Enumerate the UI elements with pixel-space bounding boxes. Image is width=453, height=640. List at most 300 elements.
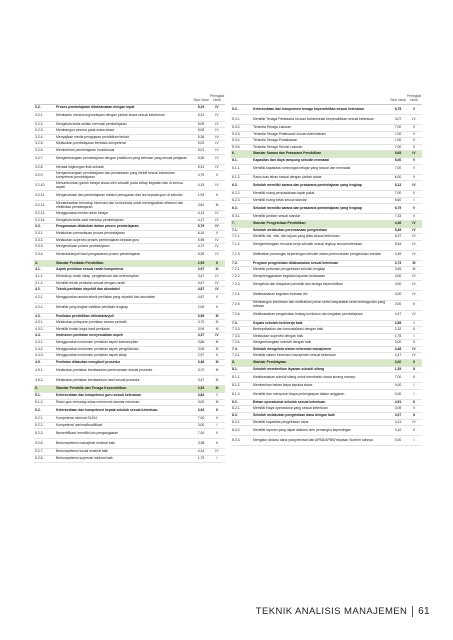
cell-desc: Memiliki teknik penilaian sesuai dengan ranah [56, 280, 126, 285]
cell-code: 8.1.1. [232, 374, 241, 379]
cell-desc: Standar Sarana dan Prasarana Pendidikan [253, 151, 322, 156]
cell-rank: IV [215, 121, 219, 126]
cell-score: 2,99 [197, 260, 205, 265]
cell-rank: III [215, 368, 219, 373]
table-row [231, 281, 422, 291]
cell-score: 3,99 [197, 313, 205, 318]
cell-desc: Rasio luas lahan sesuai dengan jumlah siswa [253, 174, 322, 179]
cell-code: 3.2.10. [35, 182, 46, 187]
cell-score: 0,00 [394, 437, 402, 442]
cell-rank: V [215, 230, 219, 235]
table-row [231, 301, 422, 311]
table-row [231, 340, 422, 347]
cell-code: 7.2.5. [232, 302, 241, 307]
cell-rank: II [413, 327, 415, 332]
footer-divider [412, 606, 413, 617]
cell-desc: Pengawasan dilakukan dalam proses pembelajaran [56, 224, 139, 229]
cell-desc: Sekolah melakukan perencanaan pengelolaan [253, 227, 328, 232]
cell-code: 8.1. [232, 366, 238, 371]
table-row [34, 224, 225, 231]
table-row [231, 158, 422, 165]
cell-rank: IV [215, 182, 219, 187]
cell-code: 3.3.2. [35, 237, 44, 242]
cell-code: 5. [35, 386, 38, 391]
cell-score: 1,93 [197, 192, 205, 197]
cell-code: 8.2.1. [232, 406, 241, 411]
cell-code: 8.1.2. [232, 383, 241, 388]
cell-code: 4.1.1. [35, 273, 44, 278]
cell-score: 7,00 [394, 144, 402, 149]
cell-rank: V [215, 431, 219, 436]
cell-rank: I [413, 437, 415, 442]
cell-score: 7,00 [394, 166, 402, 171]
cell-desc: Memiliki kapasitas rombongan belajar yang sesuai dan memadai [253, 166, 351, 171]
cell-rank: I [413, 333, 415, 338]
cell-rank: I [413, 383, 415, 388]
table-row [34, 128, 225, 135]
cell-desc: Memiliki ruang perpustakaan layak pakai [253, 191, 315, 196]
cell-desc: Melakukan pelaporan penilaian secara periodik [56, 320, 127, 325]
table-row [231, 145, 422, 152]
cell-desc: Memiliki dan menyusun biaya perlengkapan dalam anggaran [253, 391, 345, 396]
cell-score: 3,70 [197, 320, 205, 325]
cell-code: 6. [232, 151, 235, 156]
table-row [231, 327, 422, 334]
cell-desc: Menggunakan instrumen penilaian aspek sikap [56, 353, 127, 358]
cell-desc: Sekolah mengelola sistem informasi manajemen [253, 346, 332, 351]
table-row [34, 148, 225, 155]
cell-rank: V [412, 214, 416, 219]
cell-score: 2,97 [197, 353, 205, 358]
cell-desc: Mengembangkan rencana kerja sekolah sesuai lingkup sesuai ketentuan [253, 242, 363, 247]
cell-desc: Rasio guru terhadap kelas memenuhi standar minimum [56, 399, 140, 404]
table-row [34, 376, 225, 386]
cell-desc: Melaksanakan subsidi silang untuk membantu siswa kurang mampu [253, 374, 356, 379]
cell-rank: IV [412, 151, 416, 156]
cell-rank: IV [215, 141, 219, 146]
cell-desc: Mencakup ranah sikap, pengetahuan dan keterampilan [56, 273, 139, 278]
cell-code: 7.1. [232, 227, 238, 232]
cell-desc: Melaksanakan kegiatan evaluasi diri [253, 292, 308, 297]
cell-code: 5.3.4. [232, 138, 241, 143]
cell-code: 6.2.2. [232, 191, 241, 196]
cell-code: 4.4.3. [35, 353, 44, 358]
cell-score: 3,46 [197, 359, 205, 364]
cell-score: 3,70 [197, 368, 205, 373]
cell-desc: Memiliki sistem informasi manajemen sesuai ketentuan [253, 353, 336, 358]
table-row [34, 218, 225, 225]
cell-desc: Beban operasional sekolah sesuai ketentuan [253, 399, 326, 404]
cell-rank: III [215, 378, 219, 383]
evaluation-table [34, 88, 422, 463]
cell-desc: Memiliki yang tingkat validitas penilaian lengkap [56, 305, 128, 310]
cell-code: 7.2.3. [232, 282, 241, 287]
table-row [231, 311, 422, 321]
cell-code: 3.2.9. [35, 172, 44, 177]
cell-rank: I [216, 422, 218, 427]
table-row [34, 191, 225, 201]
table-row [34, 416, 225, 423]
cell-rank: IV [215, 113, 219, 118]
cell-desc: Berkompetensi supervisi minimal baik [56, 456, 113, 460]
cell-score: 7,33 [394, 214, 402, 219]
cell-rank: I [413, 197, 415, 202]
cell-code: 4.4. [35, 333, 41, 338]
cell-code: 6.1. [232, 157, 238, 162]
cell-rank: III [215, 359, 219, 364]
cell-desc: Memberikan pembelajaran kontekstual [56, 147, 115, 152]
cell-score: 4,15 [197, 182, 205, 187]
cell-code: 5.2.3. [35, 431, 44, 436]
cell-code: 4.1.2. [35, 280, 44, 285]
cell-score: 3,10 [394, 427, 402, 432]
cell-desc: Memiliki ruang kelas sesuai standar [253, 197, 307, 202]
cell-code: 3.2.4. [35, 134, 44, 139]
cell-rank: III [215, 386, 219, 391]
cell-rank: IV [215, 156, 219, 161]
cell-score: 5,01 [197, 147, 205, 152]
cell-rank: V [412, 106, 416, 111]
cell-code: 8.2. [232, 399, 238, 404]
cell-rank: III [215, 267, 219, 272]
table-row [231, 181, 422, 191]
cell-code: 4.5. [35, 359, 41, 364]
cell-rank: V [412, 144, 416, 149]
cell-rank: IV [412, 242, 416, 247]
cell-rank: IV [412, 353, 416, 358]
cell-score: 5,98 [197, 237, 205, 242]
cell-score: 4,87 [197, 287, 205, 292]
cell-rank: V [412, 191, 416, 196]
table-row [231, 383, 422, 390]
cell-desc: Kepala sekolah berkinerja baik [253, 320, 303, 325]
cell-desc: Menyajikan media pengajaran pendidikan terkait [56, 134, 129, 139]
footer-title: TEKNIK ANALISIS MANAJEMEN [255, 606, 408, 617]
cell-desc: Mengembangkan sekolah dengan baik [253, 340, 312, 345]
cell-score: 2,00 [394, 302, 402, 307]
cell-rank: IV [215, 273, 219, 278]
table-row [231, 105, 422, 115]
table-row [34, 320, 225, 327]
cell-score: 6,79 [394, 206, 402, 211]
cell-code: 4.2. [35, 287, 41, 292]
table-row [34, 155, 225, 165]
table-row [231, 367, 422, 374]
cell-score: 4,00 [394, 292, 402, 297]
cell-code: 4.1. [35, 267, 41, 272]
cell-desc: Sekolah melakukan pengelolaan dana dengan baik [253, 413, 335, 418]
cell-rank: IV [412, 234, 416, 239]
cell-code: 7.2.2. [232, 273, 241, 278]
cell-score: 7,00 [394, 125, 402, 129]
table-row [231, 390, 422, 400]
cell-desc: Ketersediaan dan kompetensi guru sesuai ketentuan [56, 393, 141, 398]
cell-score: 1,35 [394, 366, 402, 371]
table-row [34, 314, 225, 321]
cell-desc: Bersertifikasi/ memiliki izin pengangkatan [56, 431, 118, 436]
table-row [231, 191, 422, 198]
cell-rank: V [412, 131, 416, 136]
cell-desc: Mengelola dan disiapkan pendidik dan tenaga kependidikan [253, 282, 343, 287]
table-row [34, 429, 225, 439]
cell-rank: II [413, 340, 415, 345]
cell-code: 4.3.1. [35, 320, 44, 325]
cell-rank: V [412, 406, 416, 411]
cell-score: 6,16 [197, 230, 205, 235]
cell-score: 0,00 [394, 383, 402, 388]
cell-code: 3.2.11. [35, 192, 46, 197]
cell-rank: IV [215, 287, 219, 292]
cell-desc: Penilaian dilakukan mengikuti prosedur [56, 359, 121, 364]
cell-score: 5,39 [197, 252, 205, 257]
cell-score: 5,31 [197, 164, 205, 169]
table-row [34, 294, 225, 304]
table-row [34, 281, 225, 288]
cell-code: 4. [35, 260, 38, 265]
cell-code: 7.3.3. [232, 327, 241, 332]
cell-desc: Mengelola kelas saat menutup pembelajaran [56, 217, 124, 222]
table-row [34, 112, 225, 122]
cell-score: 3,84 [197, 393, 205, 398]
page-footer [250, 606, 430, 617]
cell-desc: Menggunakan instrumen penilaian aspek pengetahuan [56, 346, 139, 351]
cell-score: 3,73 [394, 260, 402, 265]
cell-desc: Membangun pesona pada masa siswa [56, 128, 115, 133]
cell-rank: III [215, 326, 219, 331]
cell-code: 4.2.1. [35, 295, 44, 300]
cell-code: 3.2.12. [35, 202, 46, 207]
cell-desc: Standar Pengelolaan Pendidikan [253, 220, 306, 225]
table-row [34, 333, 225, 340]
table-row [34, 267, 225, 274]
cell-rank: III [412, 267, 416, 272]
table-row [231, 261, 422, 268]
table-row [34, 423, 225, 430]
table-row [231, 234, 422, 241]
cell-score: 5,36 [197, 134, 205, 139]
cell-score: 5,60 [394, 197, 402, 202]
cell-code: 7.2. [232, 260, 238, 265]
cell-desc: Mengevaluasi proses pembelajaran [56, 244, 110, 249]
cell-score: 4,00 [394, 273, 402, 278]
cell-code: 6.1.1. [232, 166, 241, 171]
cell-rank: II [216, 353, 218, 358]
cell-desc: Memiliki biaya operasional yang sesuai ketentuan [253, 406, 328, 411]
cell-rank: IV [412, 282, 416, 287]
cell-desc: Tersedia Tenaga Teknisi Laboran [253, 144, 303, 149]
cell-code: 3.2. [35, 105, 41, 109]
table-row [34, 304, 225, 314]
cell-desc: Sekolah memiliki sarana dan prasarana pembelajaran yang lengkap [253, 206, 362, 211]
cell-desc: Menumbuhkan gairah belajar siswa oleh sekolah pada setiap kegiatan dan di semua aspek [56, 181, 183, 189]
cell-score: 3,00 [394, 360, 402, 365]
cell-desc: Teknik penilaian obyektif dan akuntabel [56, 287, 120, 292]
cell-rank: V [412, 138, 416, 143]
cell-code: 4.2.2. [35, 305, 44, 310]
cell-score: 3,94 [197, 326, 205, 331]
cell-score: 1,79 [197, 456, 205, 460]
cell-desc: Menyelenggarakan kegiatan layanan kesiswaan [253, 273, 326, 278]
cell-desc: Standar Pendidik dan Tenaga Kependidikan [56, 386, 127, 391]
cell-desc: Memberikan bebas biaya kepada siswa [253, 383, 313, 388]
cell-code: 7.1.2. [232, 242, 241, 247]
cell-rank: I [216, 456, 218, 460]
table-header [34, 88, 225, 105]
table-row [231, 251, 422, 261]
cell-code: 3.2.14. [35, 217, 46, 222]
cell-score: 2,85 [394, 320, 402, 325]
cell-code: 3.3.3. [35, 244, 44, 249]
cell-desc: Kompetensi minimal/kualifikasi [56, 422, 103, 427]
cell-score: 3,00 [197, 422, 205, 427]
page-number: 61 [418, 606, 430, 617]
cell-desc: Mengelola kelas selaku memulai pembelajaran [56, 121, 127, 126]
cell-code: 5.3. [232, 106, 238, 111]
cell-code: 5.3.2. [232, 125, 241, 129]
table-row [34, 231, 225, 238]
cell-score: 5,79 [197, 224, 205, 229]
cell-code: 7. [232, 220, 235, 225]
table-row [34, 244, 225, 251]
cell-desc: Kompetensi minimal S1/D4 [56, 416, 97, 421]
cell-desc: Memiliki pedoman pengelolaan sekolah lengkap [253, 267, 326, 272]
cell-rank: V [412, 166, 416, 171]
table-row [34, 201, 225, 211]
cell-rank: IV [412, 312, 416, 317]
cell-score: 3,47 [197, 378, 205, 383]
cell-rank: IV [412, 116, 416, 121]
cell-rank: III [215, 202, 219, 207]
cell-code: 3.3.1. [35, 230, 44, 235]
cell-rank: II [216, 192, 218, 197]
cell-score: 3,05 [394, 406, 402, 411]
cell-code: 7.2.1. [232, 267, 241, 272]
cell-desc: Penilaian pendidikan ditindaklanjuti [56, 313, 114, 318]
cell-code: 5.2.8. [35, 456, 44, 460]
cell-score: 7,00 [394, 138, 402, 143]
cell-code: 7.2.6. [232, 312, 241, 317]
cell-desc: Instrumen penilaian menyesuaikan aspek [56, 333, 123, 338]
cell-code: 7.4.1. [232, 353, 241, 358]
cell-desc: Tersedia Tenaga Laboran [253, 125, 292, 129]
cell-rank: IV [215, 224, 219, 229]
table-row [34, 122, 225, 129]
cell-rank: IV [412, 346, 416, 351]
cell-code: 4.3.2. [35, 326, 44, 331]
cell-desc: Aspek penilaian sesuai ranah kompetensi [56, 267, 124, 272]
table-row [231, 151, 422, 158]
table-row [231, 138, 422, 145]
cell-desc: Ketersediaan dan kompetensi tenaga kependidikan sesuai ketentuan [253, 106, 364, 111]
table-row [231, 406, 422, 413]
table-row [34, 171, 225, 181]
cell-rank: IV [215, 164, 219, 169]
cell-rank: II [413, 413, 415, 418]
cell-code: 5.2.6. [35, 441, 44, 446]
cell-code: 3.2.6. [35, 147, 44, 152]
cell-score: 3,07 [394, 116, 402, 121]
cell-desc: Berkompetensi sosial minimal baik [56, 449, 109, 454]
cell-score: 3,47 [197, 273, 205, 278]
table-row [34, 141, 225, 148]
cell-desc: Melakukan pembelajaran berbasis kompetensi [56, 141, 126, 146]
cell-desc: Mengembangkan pembelajaran dengan praktikum yang kekinian yang sesuai pelajaran [56, 156, 188, 161]
cell-rank: IV [412, 292, 416, 297]
cell-rank: III [215, 313, 219, 318]
cell-rank: II [413, 374, 415, 379]
cell-rank: II [216, 407, 218, 412]
cell-desc: Menindaklanjuti hasil pengawasan proses pembelajaran [56, 252, 141, 257]
cell-rank: V [412, 174, 416, 179]
cell-code: 8.3.3. [232, 437, 241, 442]
cell-desc: Memiliki kapasitas pengelolaan dana [253, 419, 309, 424]
table-row [34, 340, 225, 347]
cell-rank: IV [215, 105, 219, 109]
cell-desc: Proses pembelajaran dilaksanakan dengan tepat [56, 105, 135, 109]
cell-rank: IV [412, 227, 416, 232]
cell-score: 7,00 [394, 191, 402, 196]
cell-rank: V [215, 172, 219, 177]
cell-rank: II [413, 302, 415, 307]
cell-rank: V [412, 206, 416, 211]
table-row [34, 347, 225, 354]
cell-score: 4,49 [394, 252, 402, 257]
cell-rank: II [216, 441, 218, 446]
cell-code: 3.3. [35, 224, 41, 229]
cell-score: 4,36 [394, 220, 402, 225]
table-row [34, 353, 225, 360]
cell-rank: IV [215, 449, 219, 454]
cell-code: 3.3.4. [35, 252, 44, 257]
cell-desc: Melakukan penilaian berdasarkan hasil sesuai prosedur [56, 378, 140, 383]
cell-rank: I [216, 393, 218, 398]
cell-code: 3.2.8. [35, 164, 44, 169]
table-row [231, 400, 422, 407]
cell-desc: Mengatur alokasi dana yang berasal dari APBD/APBN/Yayasan Sumber lainnya [253, 437, 373, 442]
cell-score: 5,19 [197, 105, 205, 109]
cell-score: 5,37 [394, 234, 402, 239]
cell-code: 5.1.2. [35, 399, 44, 404]
cell-rank: II [413, 360, 415, 365]
cell-rank: III [215, 399, 219, 404]
cell-desc: Menggunakan instrumen penilaian aspek keterampilan [56, 340, 139, 345]
table-row [231, 347, 422, 354]
cell-score: 3,97 [197, 267, 205, 272]
cell-score: 5,09 [197, 121, 205, 126]
cell-desc: Program pengelolaan dilaksanakan sesuai ketentuan [253, 260, 339, 265]
cell-score: 4,13 [197, 211, 205, 216]
cell-score: 7,00 [394, 131, 402, 136]
table-row [34, 366, 225, 376]
cell-score: 5,02 [197, 141, 205, 146]
table-header [231, 88, 422, 105]
cell-score: 7,00 [197, 431, 205, 436]
table-row [231, 221, 422, 228]
table-row [34, 327, 225, 334]
cell-code: 6.2. [232, 182, 238, 187]
cell-code: 5.2. [35, 407, 41, 412]
cell-desc: Melakukan pemantauan proses pembelajaran [56, 230, 125, 235]
cell-desc: Melakukan supervisi proses pembelajaran kepada guru [56, 237, 140, 242]
cell-code: 7.4. [232, 346, 238, 351]
cell-code: 3.2.3. [35, 128, 44, 133]
cell-rank: IV [215, 134, 219, 139]
table-row [34, 251, 225, 261]
table-row [34, 211, 225, 218]
table-column-right [231, 88, 422, 463]
cell-code: 6.1.2. [232, 174, 241, 179]
cell-code: 5.1. [35, 393, 41, 398]
